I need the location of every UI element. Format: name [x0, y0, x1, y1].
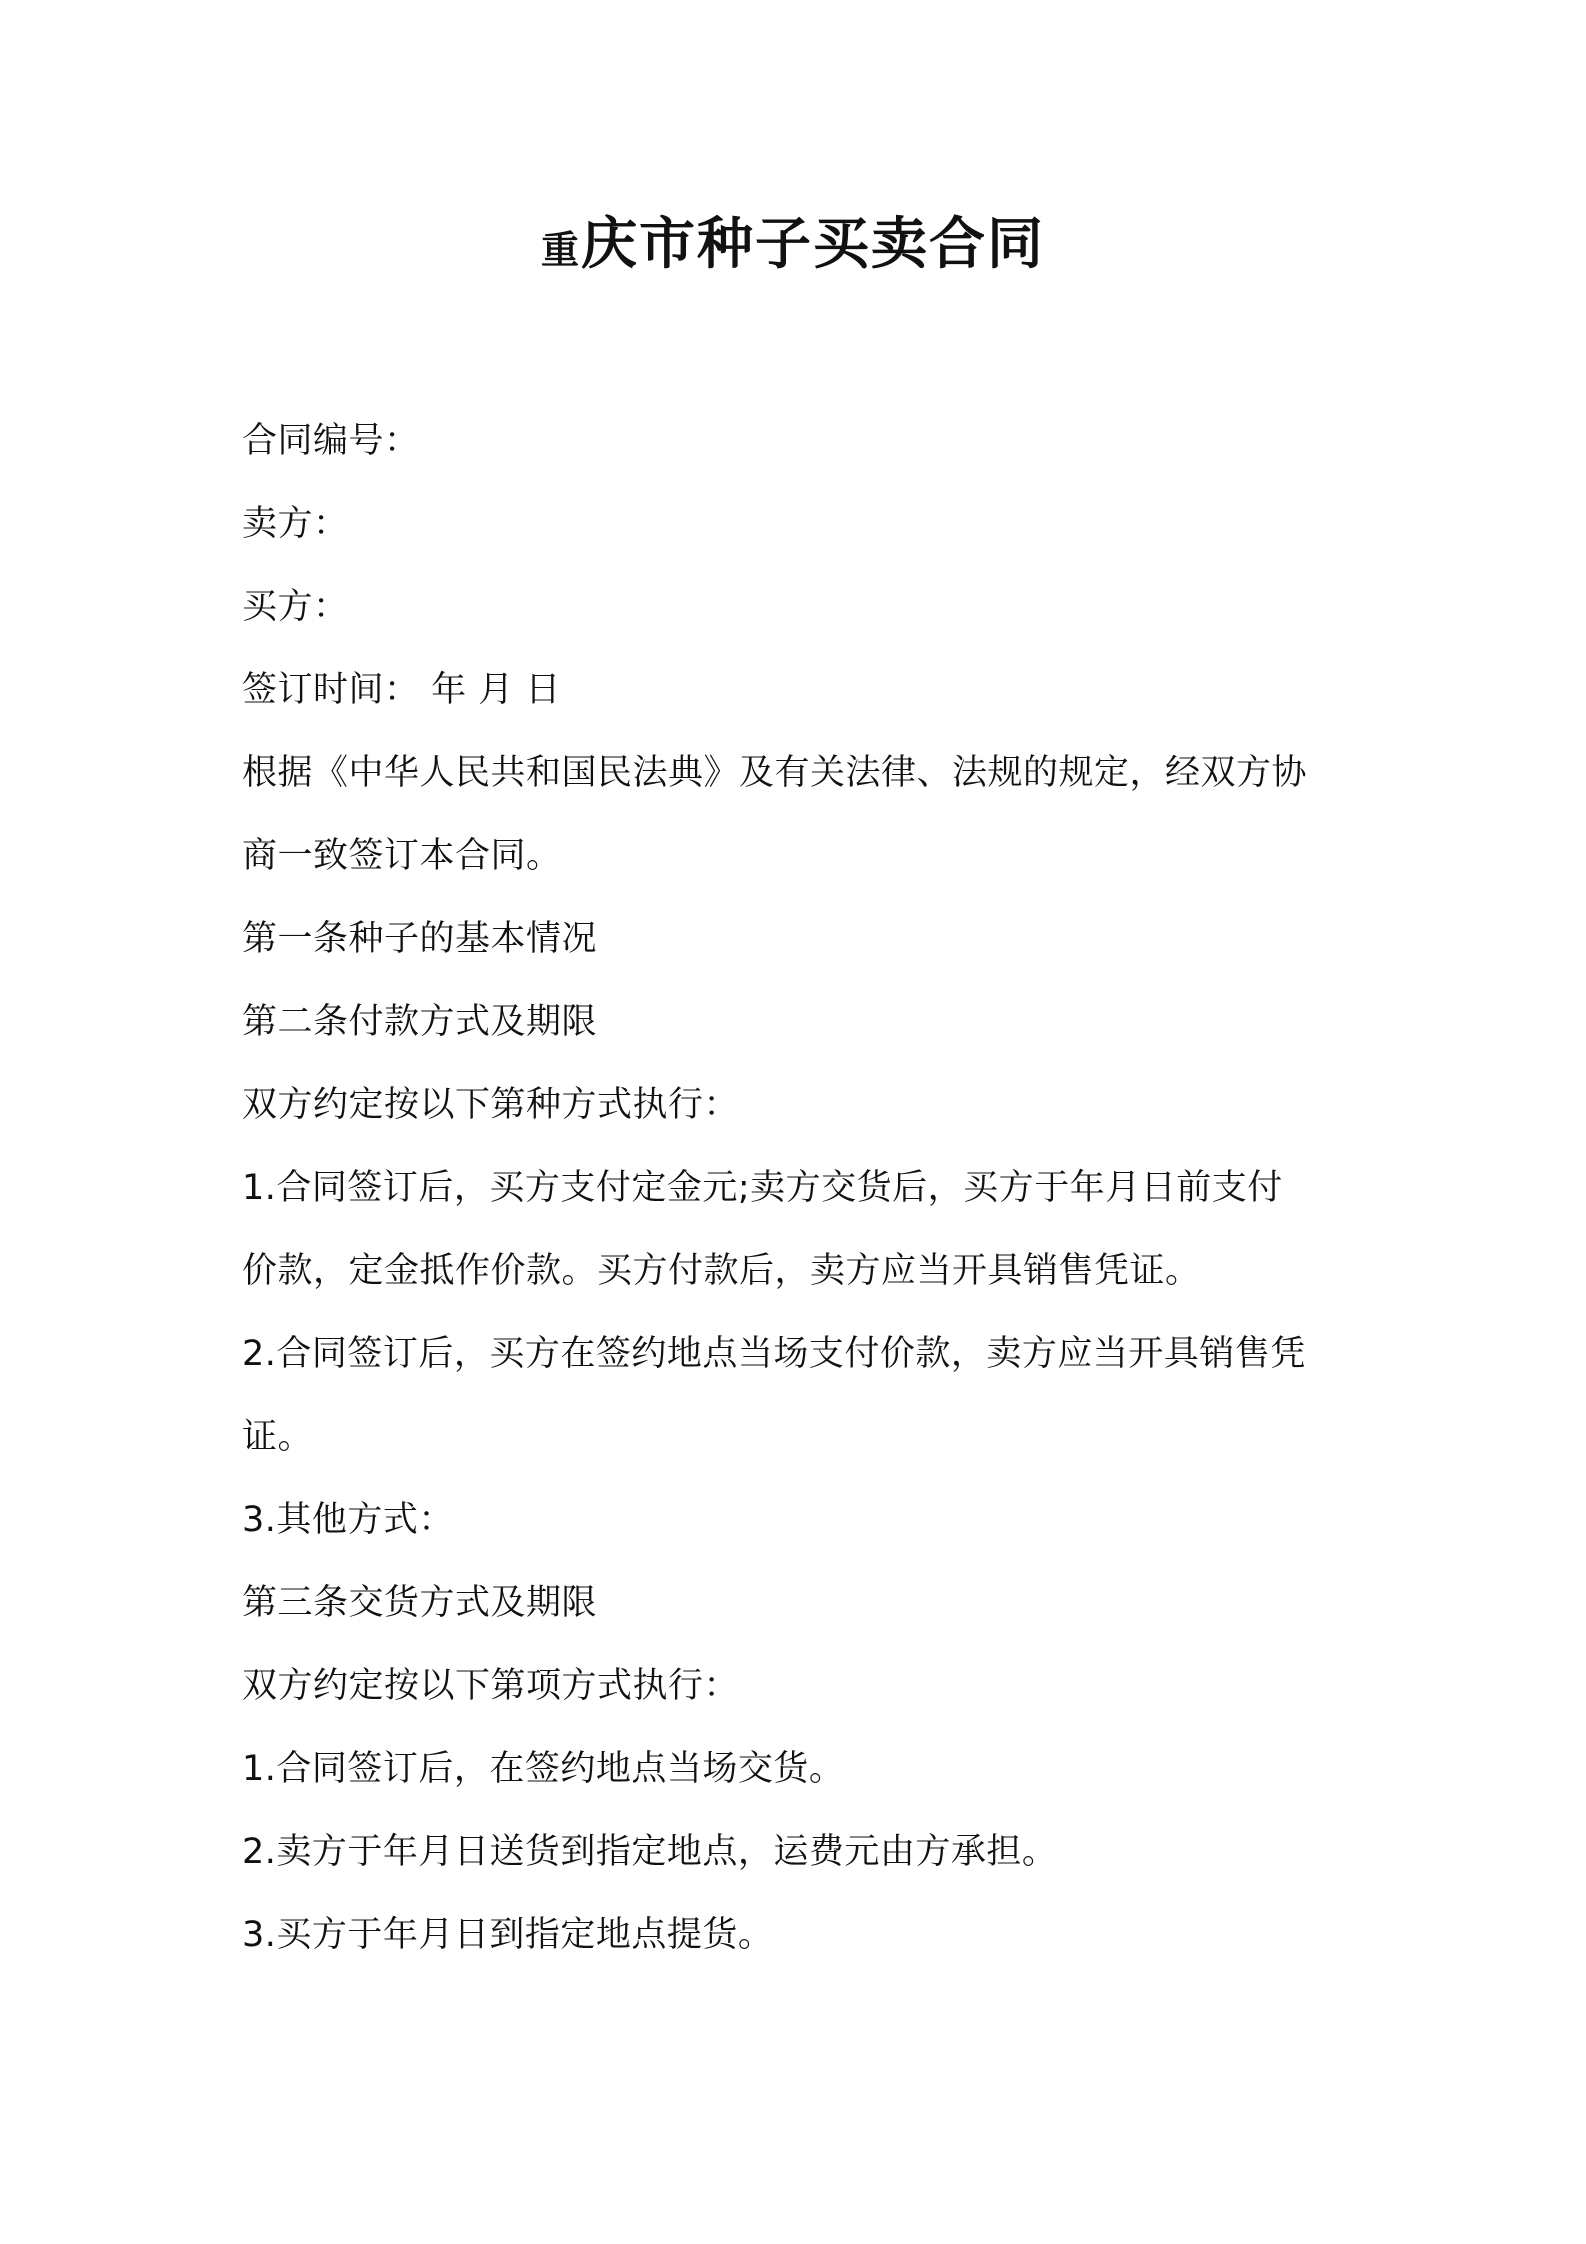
preamble-line-2: 商一致签订本合同。 [242, 836, 562, 876]
buyer-line: 买方： [242, 587, 349, 627]
title-first-char: 重 [540, 228, 581, 272]
article-3-heading: 第三条交货方式及期限 [242, 1583, 598, 1623]
payment-option-1-line-1: 1.合同签订后，买方支付定金元;卖方交货后，买方于年月日前支付 [242, 1168, 1283, 1208]
preamble-line-1: 根据《中华人民共和国民法典》及有关法律、法规的规定，经双方协 [242, 753, 1308, 793]
delivery-option-1: 1.合同签订后，在签约地点当场交货。 [242, 1749, 845, 1789]
payment-option-2-line-1: 2.合同签订后，买方在签约地点当场支付价款，卖方应当开具销售凭 [242, 1334, 1306, 1374]
signing-date-line: 签订时间： 年 月 日 [242, 670, 561, 710]
seller-line: 卖方： [242, 504, 349, 544]
delivery-option-2: 2.卖方于年月日送货到指定地点，运费元由方承担。 [242, 1832, 1058, 1872]
title-text: 庆市种子买卖合同 [581, 212, 1045, 277]
payment-intro: 双方约定按以下第种方式执行： [242, 1085, 740, 1125]
payment-option-1-line-2: 价款，定金抵作价款。买方付款后，卖方应当开具销售凭证。 [242, 1251, 1201, 1291]
article-2-heading: 第二条付款方式及期限 [242, 1002, 598, 1042]
delivery-option-3: 3.买方于年月日到指定地点提货。 [242, 1915, 774, 1955]
payment-option-2-line-2: 证。 [242, 1417, 314, 1457]
article-1-heading: 第一条种子的基本情况 [242, 919, 598, 959]
payment-option-3: 3.其他方式： [242, 1500, 454, 1540]
document-body [242, 400, 1367, 1977]
document-title [0, 205, 1586, 290]
delivery-intro: 双方约定按以下第项方式执行： [242, 1666, 740, 1706]
contract-number-line: 合同编号： [242, 421, 420, 461]
